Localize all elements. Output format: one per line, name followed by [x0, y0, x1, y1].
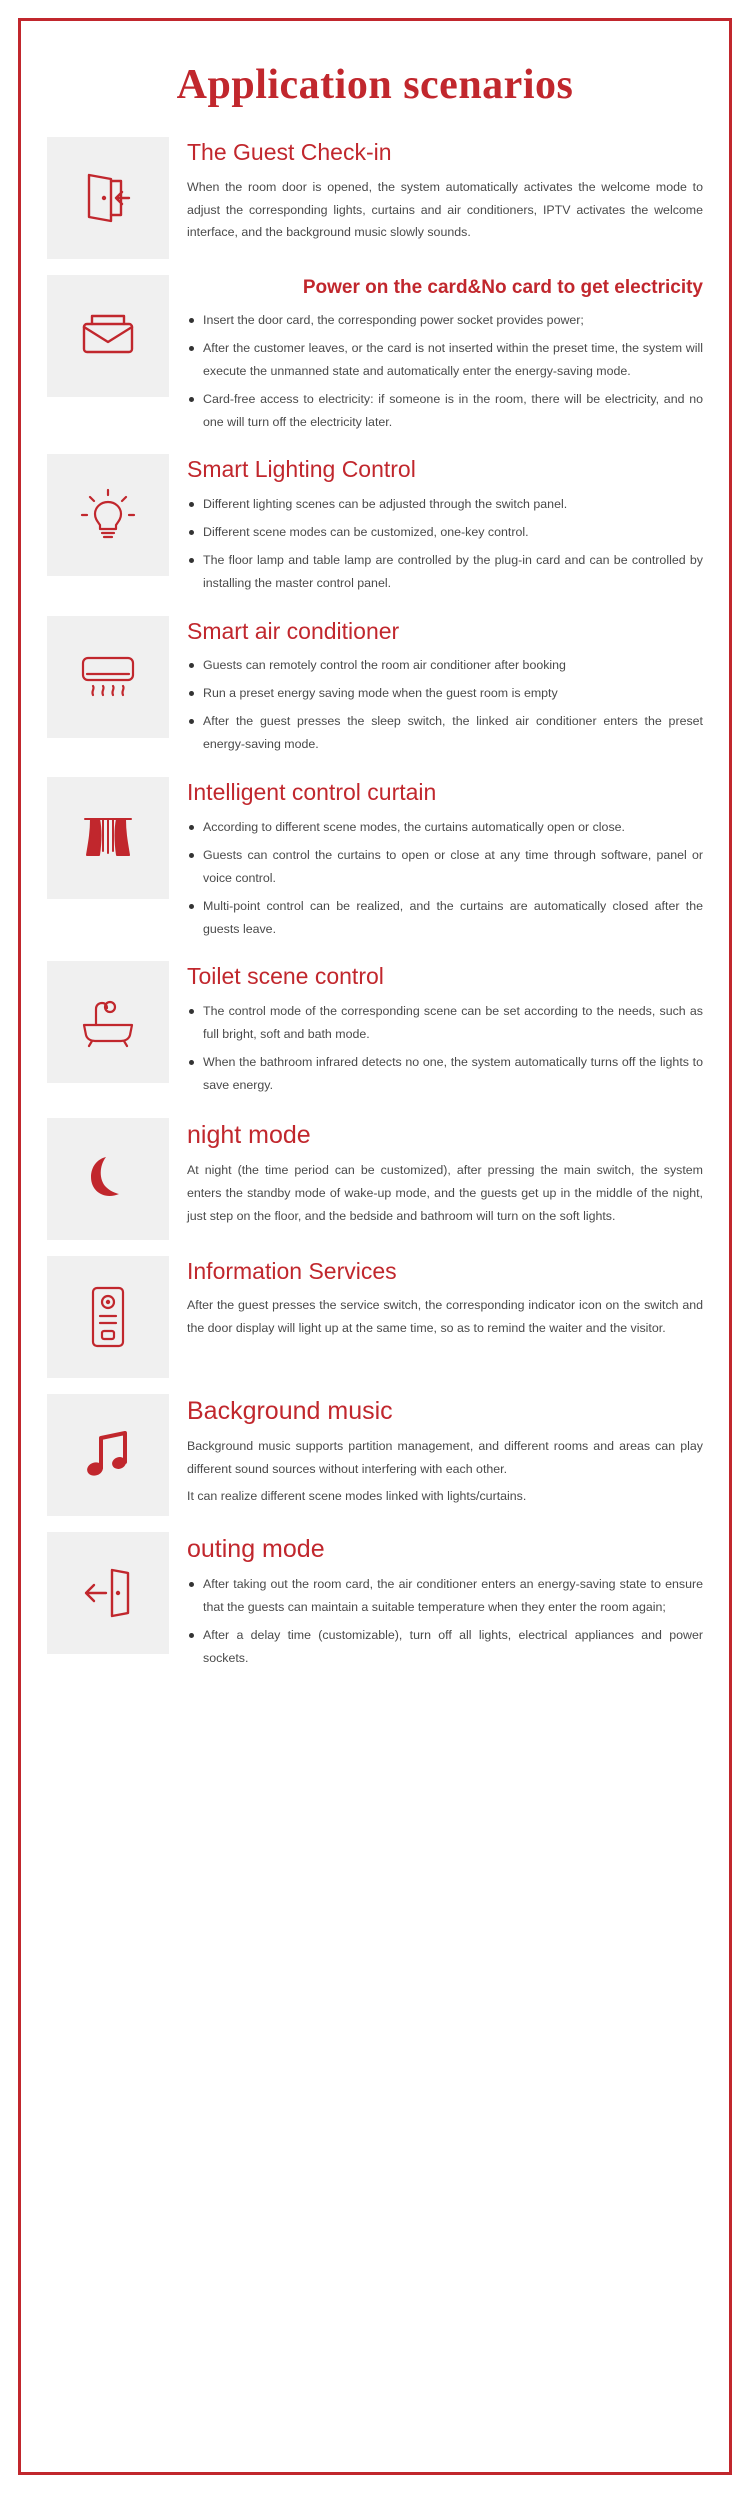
section-title: Toilet scene control [187, 963, 384, 990]
list-item: After the customer leaves, or the card is not inserted within the preset time, the system will execute the unmanned state and automatically enter the energy-saving mode. [187, 337, 703, 383]
section-body [187, 137, 703, 248]
music-note-icon [47, 1394, 169, 1516]
list-item: After the guest presses the sleep switch, the linked air conditioner enters the preset energy-saving mode. [187, 710, 703, 756]
moon-icon [47, 1118, 169, 1240]
list-item: The control mode of the corresponding scene can be set according to the needs, such as full bright, soft and bath mode. [187, 1000, 703, 1046]
section-body [187, 1532, 703, 1675]
section-information-services [47, 1256, 703, 1378]
section-bullets [187, 1000, 703, 1097]
bathtub-icon [47, 961, 169, 1083]
card-slot-icon [47, 275, 169, 397]
doorbell-panel-icon [47, 1256, 169, 1378]
list-item: Guests can control the curtains to open or close at any time through software, panel or voice control. [187, 844, 703, 890]
list-item: The floor lamp and table lamp are controlled by the plug-in card and can be controlled by installing the master control panel. [187, 549, 703, 595]
section-bullets [187, 309, 703, 434]
section-outing-mode [47, 1532, 703, 1675]
section-body [187, 1394, 703, 1512]
section-body [187, 616, 703, 761]
list-item: Guests can remotely control the room air conditioner after booking [187, 654, 703, 677]
section-power-on-card [47, 275, 703, 438]
section-bullets [187, 816, 703, 941]
section-bullets [187, 493, 703, 595]
light-bulb-icon [47, 454, 169, 576]
section-bullets [187, 1573, 703, 1670]
list-item: Card-free access to electricity: if someone is in the room, there will be electricity, and no one will turn off the electricity later. [187, 388, 703, 434]
content-frame [18, 18, 732, 2475]
section-paragraph: When the room door is opened, the system automatically activates the welcome mode to adjust the corresponding lights, curtains and air conditioners, IPTV activates the welcome interface, and the background music slowly sounds. [187, 179, 703, 240]
exit-door-icon [47, 1532, 169, 1654]
section-body [187, 454, 703, 599]
section-body [187, 1118, 703, 1232]
section-night-mode [47, 1118, 703, 1240]
section-paragraph: At night (the time period can be customized), after pressing the main switch, the system enters the standby mode of wake-up mode, and the guests get up in the middle of the night, just step on the floor, and the bedside and bathroom will turn on the soft lights. [187, 1162, 703, 1223]
section-smart-air-conditioner [47, 616, 703, 761]
list-item: Insert the door card, the corresponding power socket provides power; [187, 309, 703, 332]
section-title: The Guest Check-in [187, 139, 392, 165]
curtain-icon [47, 777, 169, 899]
door-icon [47, 137, 169, 259]
list-item: According to different scene modes, the curtains automatically open or close. [187, 816, 703, 839]
list-item: When the bathroom infrared detects no one, the system automatically turns off the lights to save energy. [187, 1051, 703, 1097]
section-title: Smart Lighting Control [187, 456, 416, 483]
section-paragraph: Background music supports partition management, and different rooms and areas can play different sound sources without interfering with each other. [187, 1438, 703, 1476]
section-title: outing mode [187, 1534, 325, 1563]
section-body [187, 275, 703, 438]
section-title: Intelligent control curtain [187, 779, 437, 806]
section-body [187, 1256, 703, 1344]
list-item: Different scene modes can be customized, one-key control. [187, 521, 703, 544]
list-item: After taking out the room card, the air conditioner enters an energy-saving state to ensure that the guests can maintain a suitable temperature when they enter the room again; [187, 1573, 703, 1619]
section-title: Background music [187, 1396, 393, 1425]
section-paragraph: It can realize different scene modes linked with lights/curtains. [187, 1488, 527, 1503]
section-body [187, 777, 703, 945]
section-title: Information Services [187, 1257, 397, 1284]
list-item: Run a preset energy saving mode when the guest room is empty [187, 682, 703, 705]
list-item: Multi-point control can be realized, and the curtains are automatically closed after the guests leave. [187, 895, 703, 941]
section-paragraph: After the guest presses the service switch, the corresponding indicator icon on the switch and the door display will light up at the same time, so as to remind the waiter and the visitor. [187, 1298, 703, 1336]
section-intelligent-curtain [47, 777, 703, 945]
section-title: Power on the card&No card to get electricity [302, 277, 703, 298]
list-item: After a delay time (customizable), turn off all lights, electrical appliances and power sockets. [187, 1624, 703, 1670]
list-item: Different lighting scenes can be adjusted through the switch panel. [187, 493, 703, 516]
section-bullets [187, 654, 703, 756]
air-conditioner-icon [47, 616, 169, 738]
section-title: night mode [187, 1120, 311, 1149]
section-title: Smart air conditioner [187, 617, 400, 644]
section-body [187, 961, 703, 1101]
section-guest-check-in [47, 137, 703, 259]
section-smart-lighting [47, 454, 703, 599]
page-title: Application scenarios [176, 62, 574, 108]
section-background-music [47, 1394, 703, 1516]
section-toilet-scene-control [47, 961, 703, 1101]
